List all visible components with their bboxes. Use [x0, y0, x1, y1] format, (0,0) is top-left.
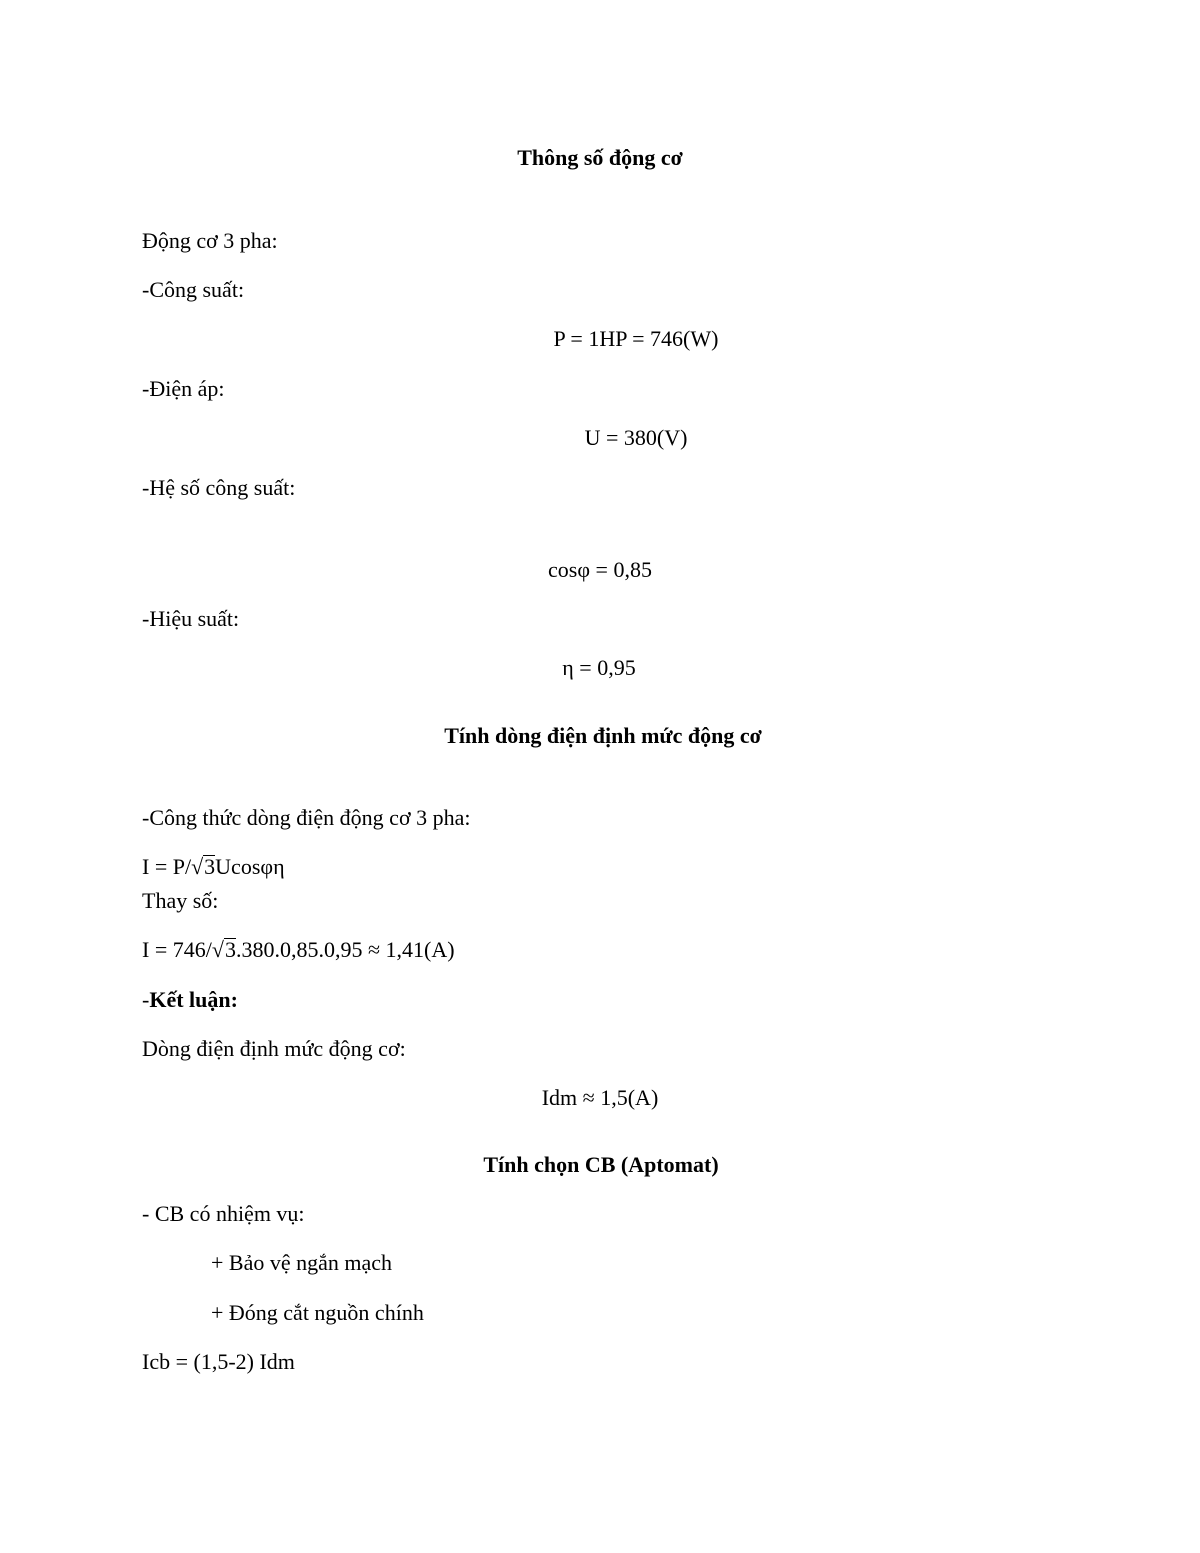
radicand: 3 [204, 854, 216, 879]
power-label: -Công suất: [142, 277, 245, 302]
calc-prefix: I = 746/ [142, 937, 212, 962]
efficiency-label: -Hiệu suất: [142, 606, 240, 631]
conclusion-text: Dòng điện định mức động cơ: [142, 1036, 406, 1061]
heading-rated-current: Tính dòng điện định mức động cơ [444, 723, 762, 748]
cb-duty-item: + Bảo vệ ngắn mạch [211, 1250, 393, 1275]
cb-formula: Icb = (1,5-2) Idm [142, 1349, 295, 1374]
sqrt-symbol [191, 854, 215, 880]
rated-current-result: Idm ≈ 1,5(A) [541, 1085, 659, 1110]
efficiency-formula: η = 0,95 [562, 655, 636, 680]
heading-cb-selection: Tính chọn CB (Aptomat) [483, 1152, 719, 1177]
calc-suffix: .380.0,85.0,95 ≈ 1,41(A) [235, 937, 455, 962]
conclusion-label: Kết luận: [149, 987, 238, 1012]
motor-intro: Động cơ 3 pha: [142, 228, 278, 253]
current-formula-prefix: I = P/ [142, 854, 192, 879]
cb-duty-item: + Đóng cắt nguồn chính [211, 1300, 424, 1325]
radicand: 3 [224, 937, 236, 962]
current-formula [142, 854, 285, 880]
power-factor-label: -Hệ số công suất: [142, 475, 296, 500]
radical-sign: √ [191, 854, 204, 879]
current-formula-label: -Công thức dòng điện động cơ 3 pha: [142, 805, 471, 830]
cb-duty-label: - CB có nhiệm vụ: [142, 1201, 305, 1226]
power-formula: P = 1HP = 746(W) [553, 326, 719, 351]
current-formula-suffix: Ucosφη [215, 854, 285, 879]
heading-motor-params: Thông số động cơ [517, 145, 683, 170]
power-factor-formula: cosφ = 0,85 [548, 557, 652, 582]
voltage-label: -Điện áp: [142, 376, 225, 401]
current-calculation [142, 937, 455, 963]
radical-sign: √ [211, 937, 224, 962]
voltage-formula: U = 380(V) [584, 425, 688, 450]
sqrt-symbol [212, 937, 236, 963]
conclusion-heading [142, 987, 238, 1013]
conclusion-dash: - [142, 987, 150, 1012]
substitute-label: Thay số: [142, 888, 219, 913]
